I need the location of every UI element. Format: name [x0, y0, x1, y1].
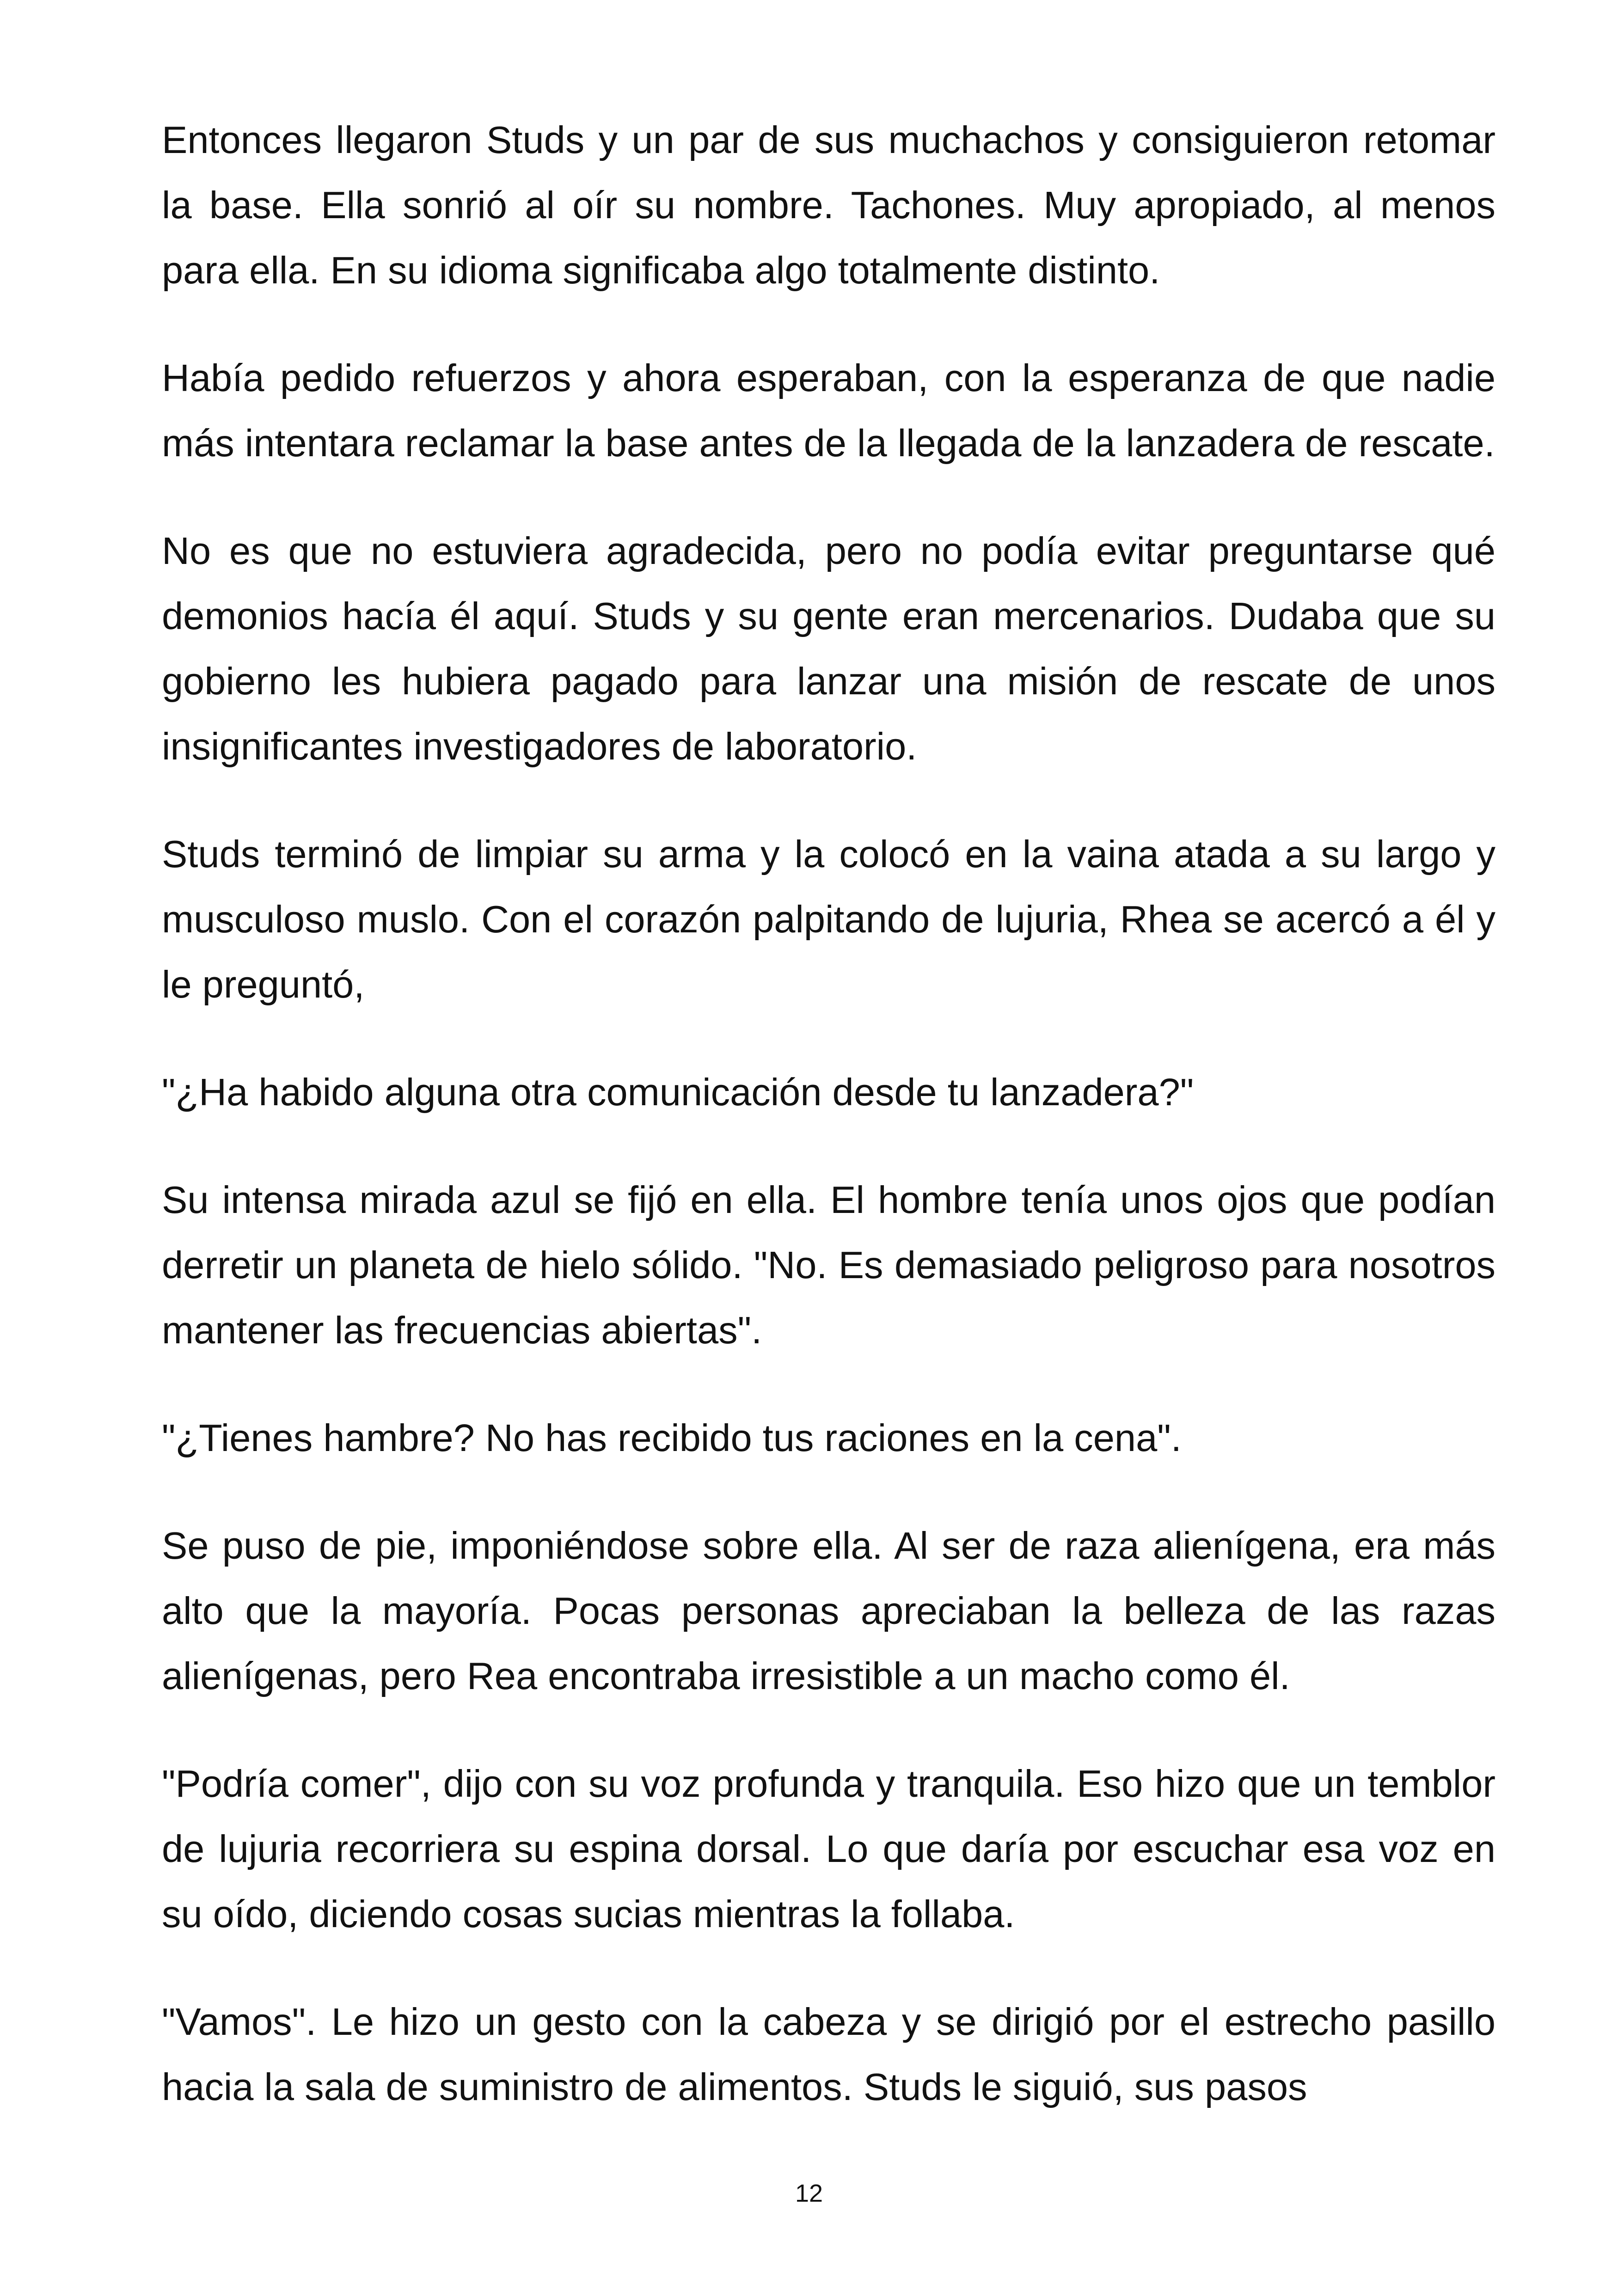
- paragraph: Se puso de pie, imponiéndose sobre ella. Al ser de raza alienígena, era más alto que la mayoría. Pocas personas apreciaban la belleza de las razas alienígenas, pero Rea encontraba irresistible a un macho como él.: [162, 1524, 1495, 1697]
- page-number: 12: [795, 2180, 823, 2207]
- paragraph: "Podría comer", dijo con su voz profunda y tranquila. Eso hizo que un temblor de lujuria recorriera su espina dorsal. Lo que daría por escuchar esa voz en su oído, diciendo cosas sucias mientras la follaba.: [162, 1762, 1495, 1935]
- paragraph: Había pedido refuerzos y ahora esperaban, con la esperanza de que nadie más intentara reclamar la base antes de la llegada de la lanzadera de rescate.: [162, 356, 1495, 465]
- paragraph: "Vamos". Le hizo un gesto con la cabeza y se dirigió por el estrecho pasillo hacia la sala de suministro de alimentos. Studs le siguió, sus pasos: [162, 2000, 1495, 2108]
- paragraph: "¿Tienes hambre? No has recibido tus raciones en la cena".: [162, 1416, 1182, 1459]
- body-text: [162, 107, 1495, 2162]
- paragraph: Su intensa mirada azul se fijó en ella. El hombre tenía unos ojos que podían derretir un planeta de hielo sólido. "No. Es demasiado peligroso para nosotros mantener las frecuencias abiertas".: [162, 1178, 1495, 1352]
- paragraph: Entonces llegaron Studs y un par de sus muchachos y consiguieron retomar la base. Ella sonrió al oír su nombre. Tachones. Muy apropiado, al menos para ella. En su idioma significaba algo totalmente distinto.: [162, 118, 1495, 292]
- paragraph: No es que no estuviera agradecida, pero no podía evitar preguntarse qué demonios hacía él aquí. Studs y su gente eran mercenarios. Dudaba que su gobierno les hubiera pagado para lanzar una misión de rescate de unos insignificantes investigadores de laboratorio.: [162, 529, 1495, 768]
- paragraph: "¿Ha habido alguna otra comunicación desde tu lanzadera?": [162, 1071, 1194, 1114]
- paragraph: Studs terminó de limpiar su arma y la colocó en la vaina atada a su largo y musculoso muslo. Con el corazón palpitando de lujuria, Rhea se acercó a él y le preguntó,: [162, 833, 1495, 1006]
